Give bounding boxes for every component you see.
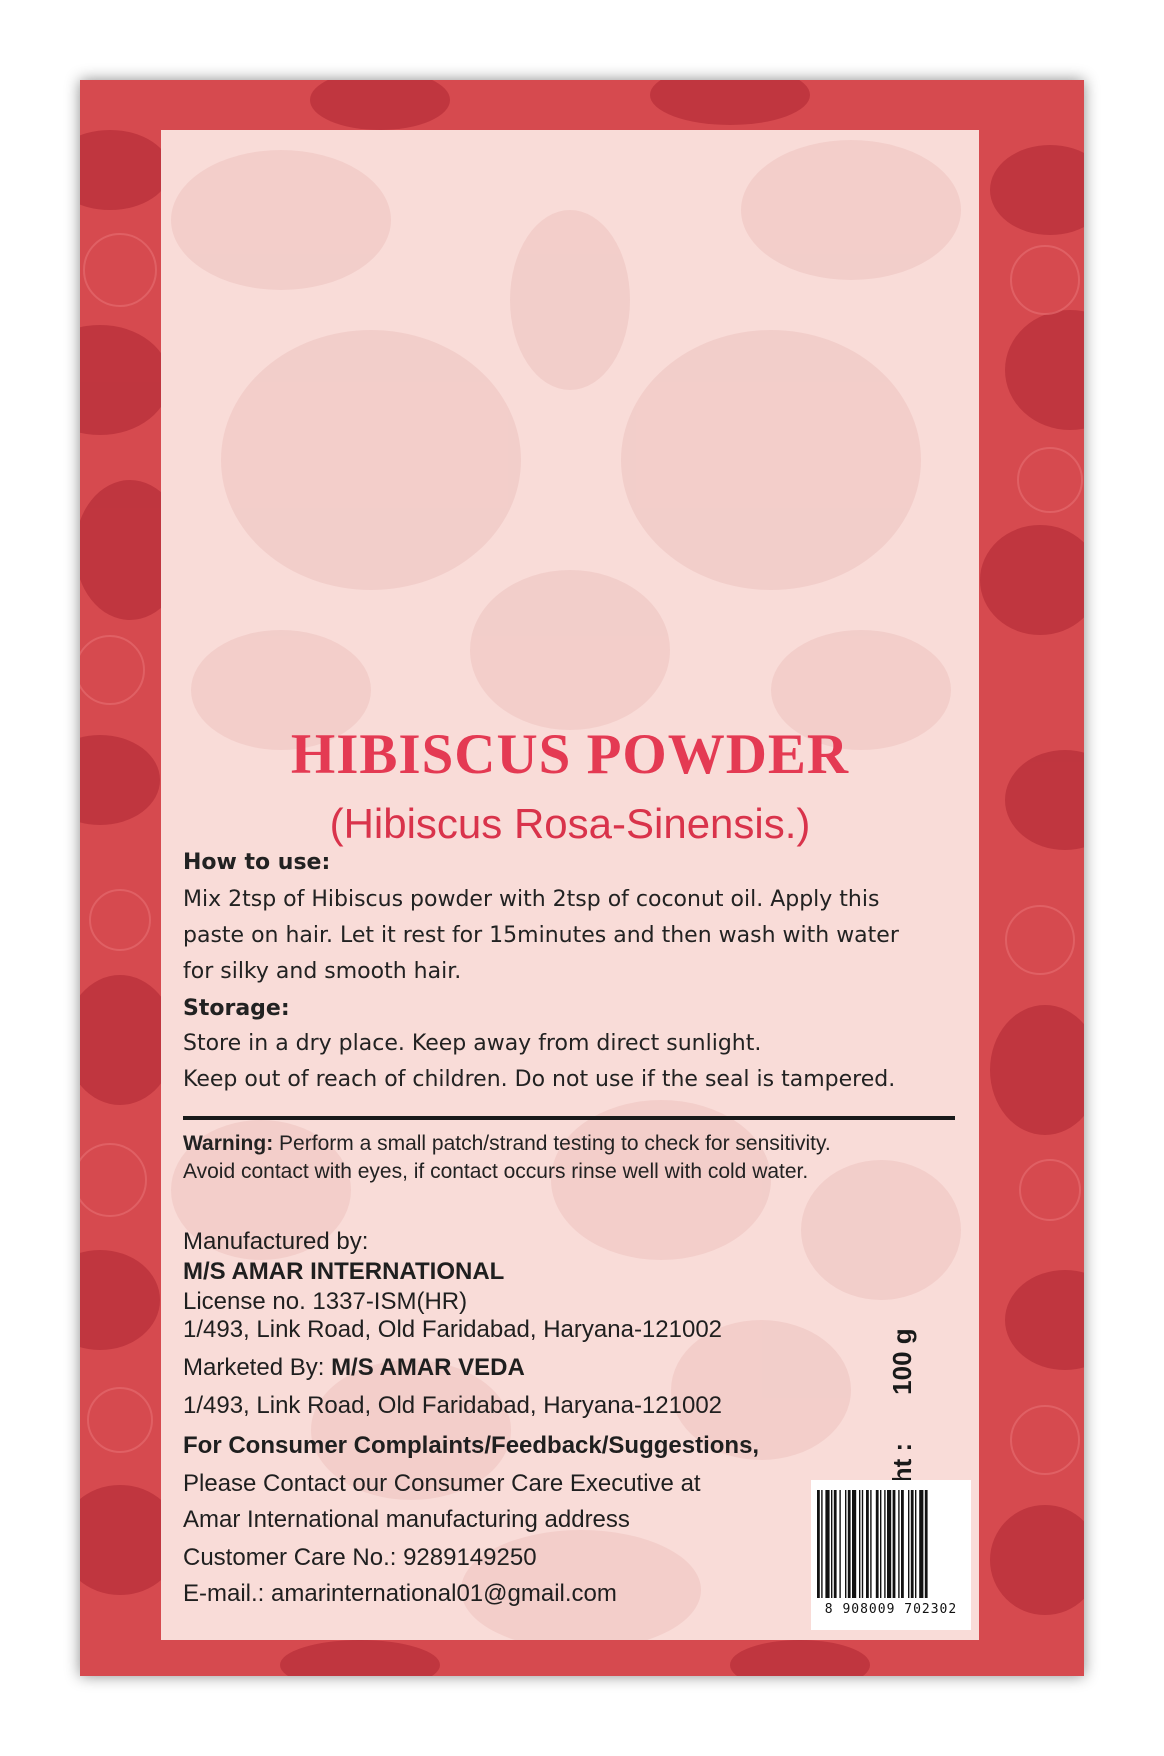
marketer-address: 1/493, Link Road, Old Faridabad, Haryana-121002 (183, 1392, 723, 1419)
warning-line-1: Perform a small patch/strand testing to check for sensitivity. (273, 1132, 831, 1155)
marketed-by (183, 1354, 863, 1382)
customer-email: E-mail.: amarinternational01@gmail.com (183, 1580, 617, 1607)
how-to-use-heading: How to use: (183, 850, 331, 875)
botanical-name: (Hibiscus Rosa-Sinensis.) (329, 800, 811, 847)
storage-text (183, 1026, 973, 1098)
consumer-contact-line-1: Please Contact our Consumer Care Executive at (183, 1470, 701, 1497)
net-weight-value: 100 g (887, 1328, 917, 1395)
how-to-use-text (183, 882, 973, 990)
section-divider (183, 1116, 955, 1120)
manufacturer-address: 1/493, Link Road, Old Faridabad, Haryana-121002 (183, 1316, 723, 1343)
barcode-number: 8 908009 702302 (824, 1602, 958, 1617)
manufacturer-name: M/S AMAR INTERNATIONAL (183, 1258, 505, 1285)
warning-line-2: Avoid contact with eyes, if contact occurs rinse well with cold water. (183, 1160, 809, 1183)
how-to-use-line: paste on hair. Let it rest for 15minutes and then wash with water (183, 923, 899, 948)
info-panel (161, 130, 979, 1640)
license-number: License no. 1337-ISM(HR) (183, 1288, 468, 1315)
manufactured-by-label: Manufactured by: (183, 1228, 369, 1255)
product-title: HIBISCUS POWDER (290, 723, 850, 786)
barcode (811, 1480, 971, 1630)
marketer-name: M/S AMAR VEDA (331, 1354, 525, 1381)
warning-block (183, 1130, 973, 1186)
product-label (80, 80, 1084, 1676)
marketed-by-label: Marketed By: (183, 1354, 332, 1381)
customer-care-number: Customer Care No.: 9289149250 (183, 1544, 537, 1571)
how-to-use-line: Mix 2tsp of Hibiscus powder with 2tsp of coconut oil. Apply this (183, 887, 880, 912)
consumer-contact-line-2: Amar International manufacturing address (183, 1506, 630, 1533)
storage-line: Keep out of reach of children. Do not use if the seal is tampered. (183, 1067, 896, 1092)
barcode-bars (817, 1490, 965, 1600)
warning-label: Warning: (183, 1132, 274, 1155)
how-to-use-line: for silky and smooth hair. (183, 959, 462, 984)
storage-line: Store in a dry place. Keep away from direct sunlight. (183, 1031, 762, 1056)
consumer-heading: For Consumer Complaints/Feedback/Suggestions, (183, 1432, 760, 1459)
storage-heading: Storage: (183, 996, 290, 1021)
net-weight-label: : (887, 1442, 917, 1452)
